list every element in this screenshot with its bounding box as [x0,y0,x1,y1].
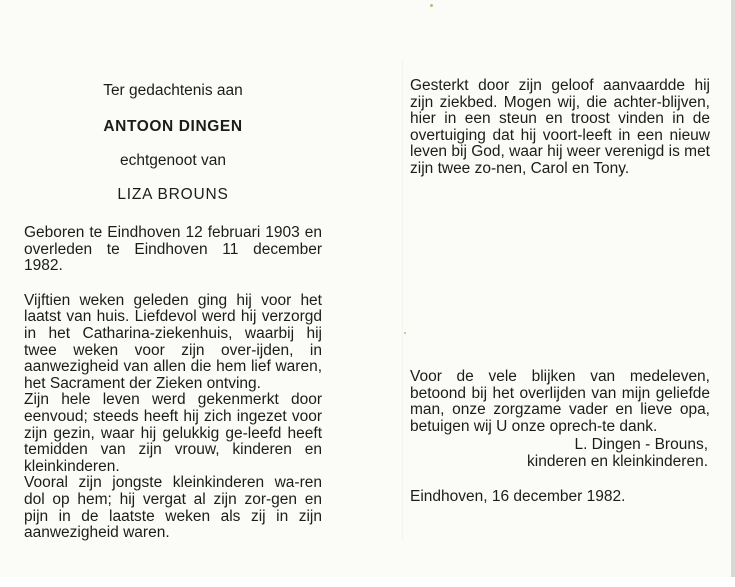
fold-line [402,60,403,540]
signature-name: L. Dingen - Brouns, [574,436,708,453]
deceased-name: ANTOON DINGEN [103,118,243,135]
left-panel [24,78,322,542]
card-bottom-margin [0,577,735,587]
illness-paragraph: Vijftien weken geleden ging hij voor het laatst van huis. Liefdevol werd hij verzorgd in het Catharina-ziekenhuis, waarbij hij twee weken voor zijn over-ijden, in aanwezigheid van allen die hem lief waren, het Sacrament der Zieken ontving. [24,291,322,392]
spouse-label: echtgenoot van [119,152,226,169]
place-date: Eindhoven, 16 december 1982. [410,488,626,505]
thanks-paragraph: Voor de vele blijken van medeleven, betoond bij het overlijden van mijn geliefde man, onze zorgzame vader en lieve opa, betuigen wij U onze oprech-te dank. [410,368,710,435]
grandchildren-paragraph: Vooral zijn jongste kleinkinderen wa-ren dol op hem; hij vergat al zijn zor-gen en pijn in de laatste weken als zij in zijn aanwezigheid waren. [24,474,322,542]
signature [410,436,708,470]
card-edge [731,0,735,587]
life-paragraph: Zijn hele leven werd gekenmerkt door eenvoud; steeds heeft hij zich ingezet voor zijn gezin, waar hij gelukkig ge-leefd heeft temidden van zijn vrouw, kinderen en kleinkinderen. [24,391,322,475]
paper-speck [404,332,406,334]
faith-paragraph: Gesterkt door zijn geloof aanvaardde hij zijn ziekbed. Mogen wij, die achter-blijven, hier in een steun en troost vinden in de overtuiging dat hij voort-leeft in een nieuw leven bij God, waar hij weer verenigd is met zijn twee zo-nen, Carol en Tony. [410,77,710,177]
memorial-heading: Ter gedachtenis aan [103,82,243,99]
right-panel [410,77,710,505]
birth-death-paragraph: Geboren te Eindhoven 12 februari 1903 en overleden te Eindhoven 11 december 1982. [24,224,322,275]
paper-speck [430,4,433,7]
signature-family: kinderen en kleinkinderen. [527,453,708,470]
spouse-name: LIZA BROUNS [117,186,229,203]
